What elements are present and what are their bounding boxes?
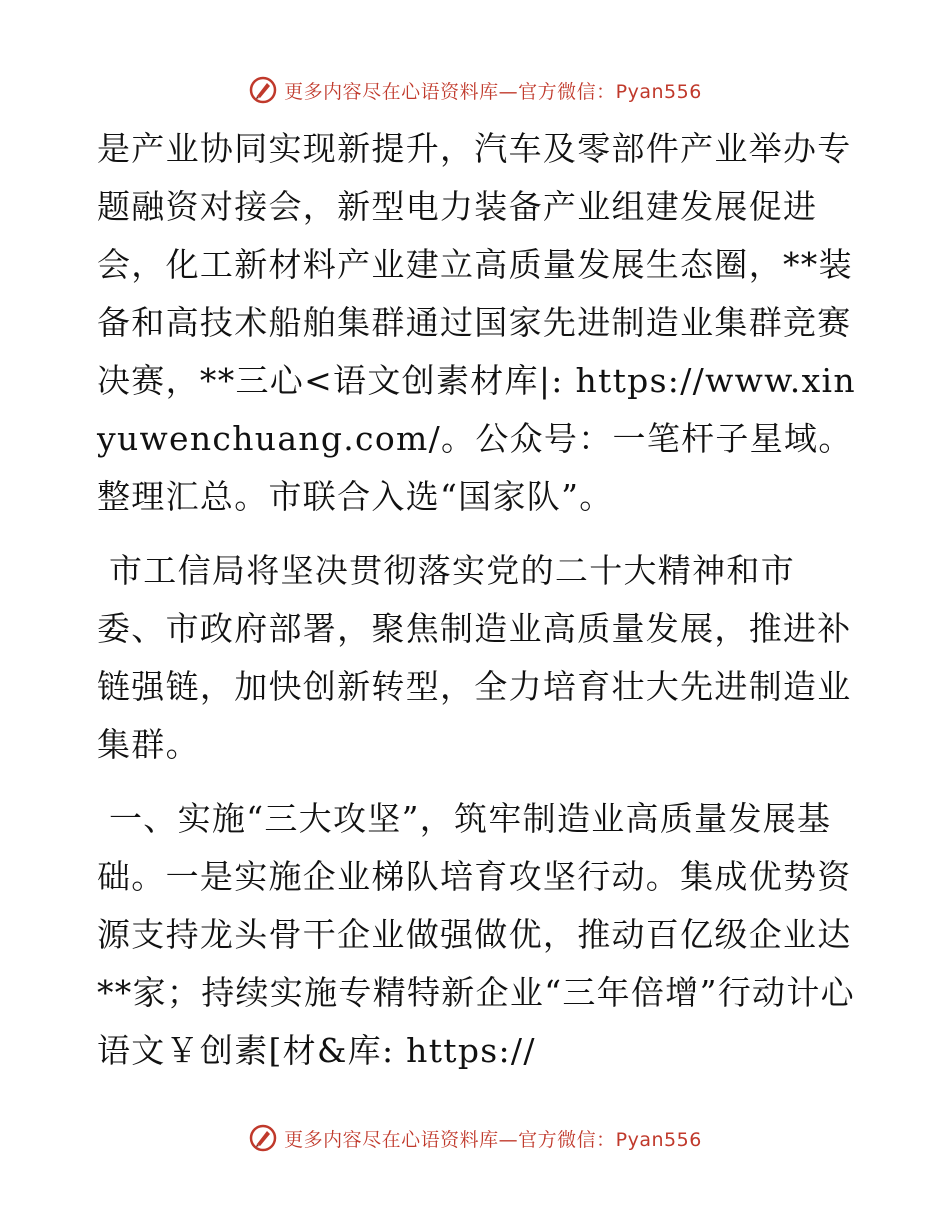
paragraph-2: 市工信局将坚决贯彻落实党的二十大精神和市委、市政府部署，聚焦制造业高质量发展，推进补链强链，加快创新转型，全力培育壮大先进制造业集群。 <box>97 551 852 764</box>
paragraph-1: 是产业协同实现新提升，汽车及零部件产业举办专题融资对接会，新型电力装备产业组建发展促进会，化工新材料产业建立高质量发展生态圈，**装备和高技术船舶集群通过国家先进制造业集群竞赛决赛，**三心<语文创素材库|: https://www.xinyuwenchuang.com/。公众号：一笔杆子星域。整理汇总。市联合入选“国家队”。 <box>97 129 856 516</box>
paragraph-3: 一、实施“三大攻坚”，筑牢制造业高质量发展基础。一是实施企业梯队培育攻坚行动。集成优势资源支持龙头骨干企业做强做优，推动百亿级企业达**家；持续实施专精特新企业“三年倍增”行动计心语文￥创素[材&库: https:// <box>97 799 855 1070</box>
pen-logo-icon <box>248 1123 278 1153</box>
footer-banner-text: 更多内容尽在心语资料库—官方微信：Pyan556 <box>284 1128 702 1151</box>
pen-logo-icon <box>248 75 278 105</box>
document-body <box>97 120 857 1080</box>
header-banner-text: 更多内容尽在心语资料库—官方微信：Pyan556 <box>284 80 702 103</box>
footer-banner <box>0 1118 950 1158</box>
header-banner <box>0 70 950 110</box>
